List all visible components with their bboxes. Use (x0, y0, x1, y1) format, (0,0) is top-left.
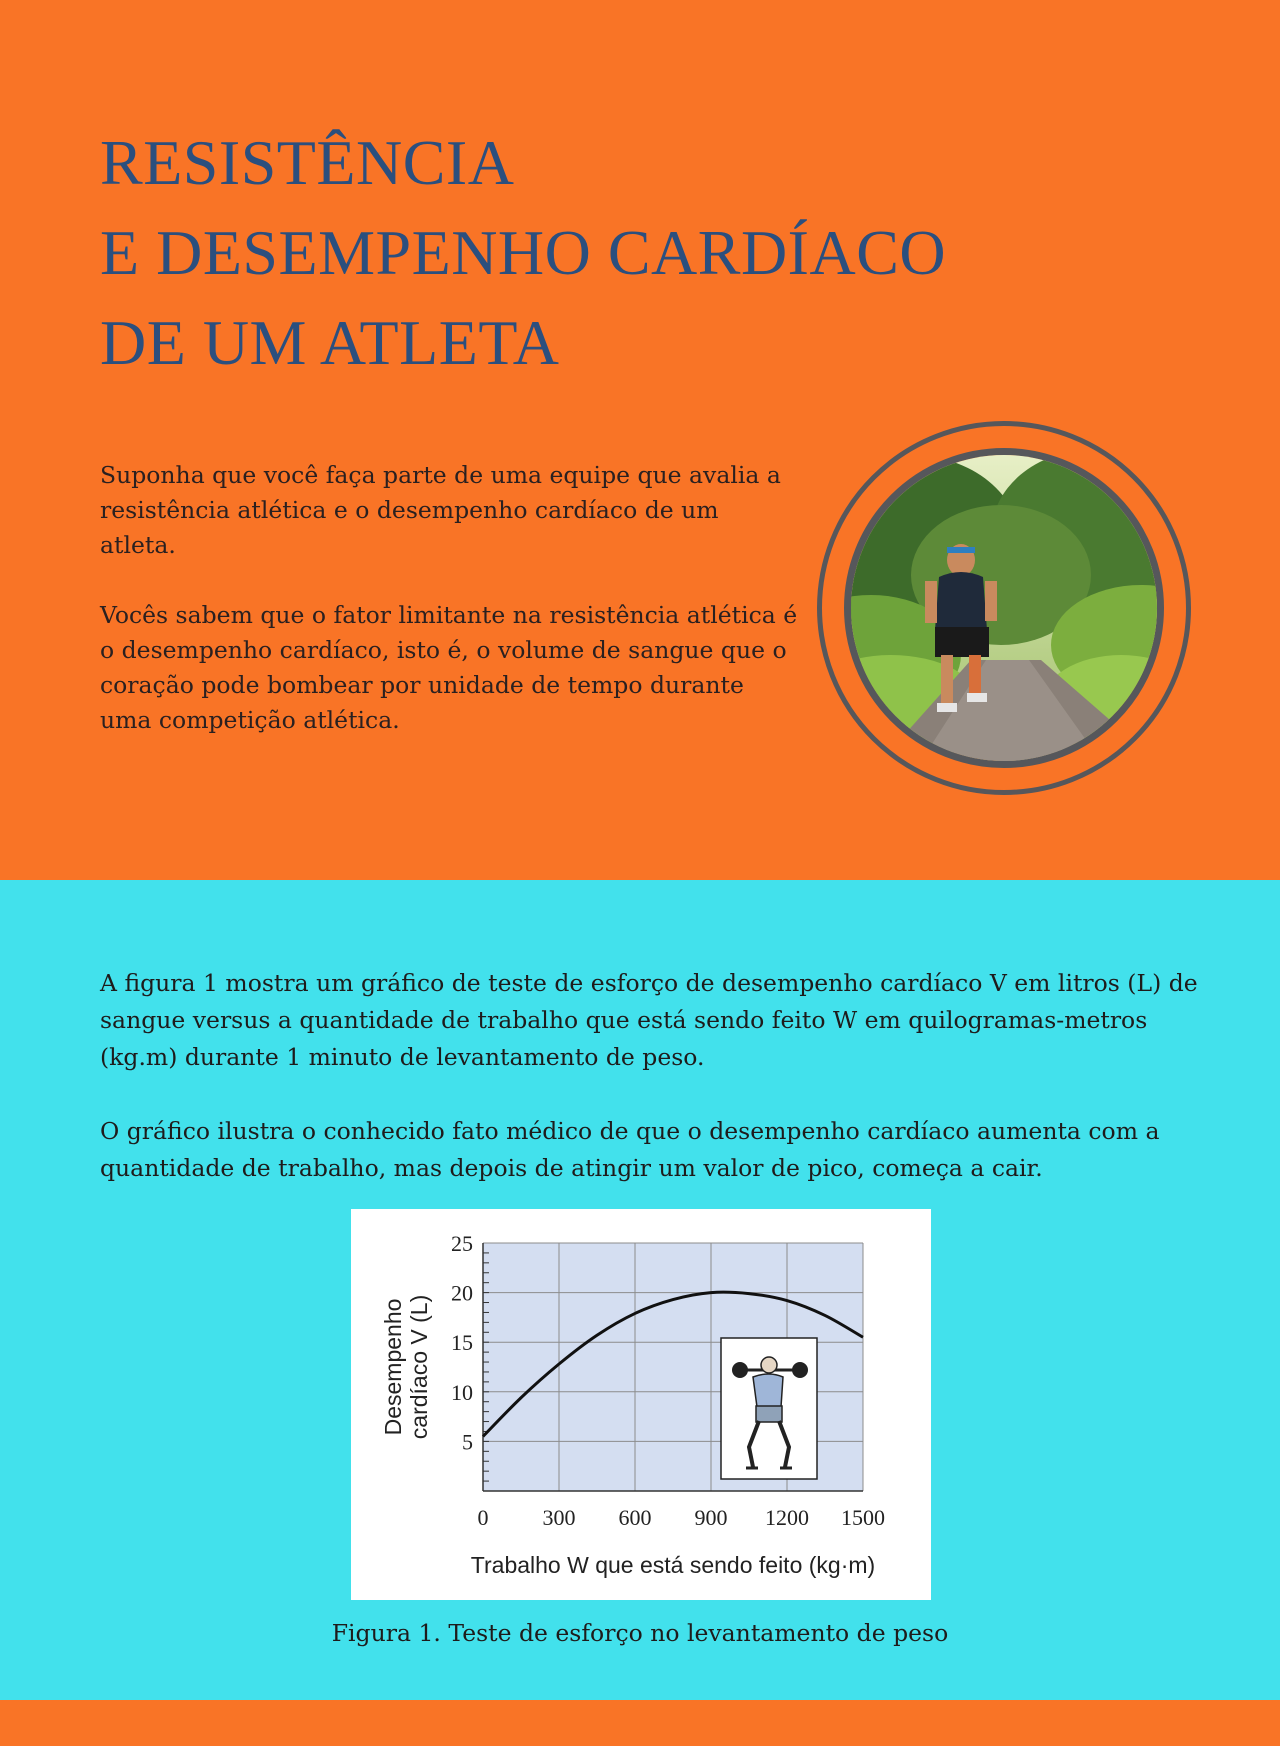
figure-1 (351, 1209, 931, 1600)
y-tick-label: 10 (451, 1379, 473, 1405)
x-tick-label: 600 (618, 1505, 652, 1530)
title-line-2: E DESEMPENHO CARDÍACO (100, 217, 947, 288)
page-title (100, 118, 946, 388)
title-line-1: RESISTÊNCIA (100, 127, 515, 198)
y-tick-labels (451, 1231, 473, 1454)
cardiac-chart (351, 1209, 931, 1600)
y-axis-label-line-1: Desempenho (380, 1298, 406, 1436)
footer-strip (0, 1700, 1280, 1746)
runner-photo (844, 448, 1164, 768)
intro-text (100, 458, 800, 773)
y-tick-label: 20 (451, 1280, 473, 1306)
x-tick-labels (478, 1505, 886, 1530)
x-tick-label: 300 (542, 1505, 576, 1530)
x-tick-label: 0 (477, 1505, 489, 1530)
x-axis-label: Trabalho W que está sendo feito (kg·m) (470, 1552, 876, 1578)
y-tick-label: 25 (451, 1231, 473, 1256)
x-tick-label: 1500 (841, 1505, 885, 1530)
figure-caption: Figura 1. Teste de esforço no levantamento de peso (331, 1619, 949, 1647)
y-axis-label-line-2: cardíaco V (L) (406, 1294, 432, 1440)
intro-paragraph-1: Suponha que você faça parte de uma equipe que avalia a resistência atlética e o desempenho cardíaco de um atleta. (100, 461, 781, 559)
x-tick-label: 1200 (765, 1505, 809, 1530)
title-line-3: DE UM ATLETA (100, 307, 560, 378)
weightlifter-illustration (721, 1338, 817, 1479)
x-tick-label: 900 (694, 1505, 728, 1530)
y-tick-label: 15 (451, 1330, 473, 1356)
body-text (100, 965, 1220, 1224)
body-paragraph-2: O gráfico ilustra o conhecido fato médico de que o desempenho cardíaco aumenta com a quantidade de trabalho, mas depois de atingir um valor de pico, começa a cair. (100, 1117, 1160, 1182)
y-tick-label: 5 (462, 1429, 473, 1455)
intro-paragraph-2: Vocês sabem que o fator limitante na resistência atlética é o desempenho cardíaco, isto é, o volume de sangue que o coração pode bombear por unidade de tempo durante uma competição atlética. (100, 601, 798, 734)
body-paragraph-1: A figura 1 mostra um gráfico de teste de esforço de desempenho cardíaco V em litros (L) de sangue versus a quantidade de trabalho que está sendo feito W em quilogramas-metros (kg.m) durante 1 minuto de levantamento de peso. (100, 969, 1198, 1071)
